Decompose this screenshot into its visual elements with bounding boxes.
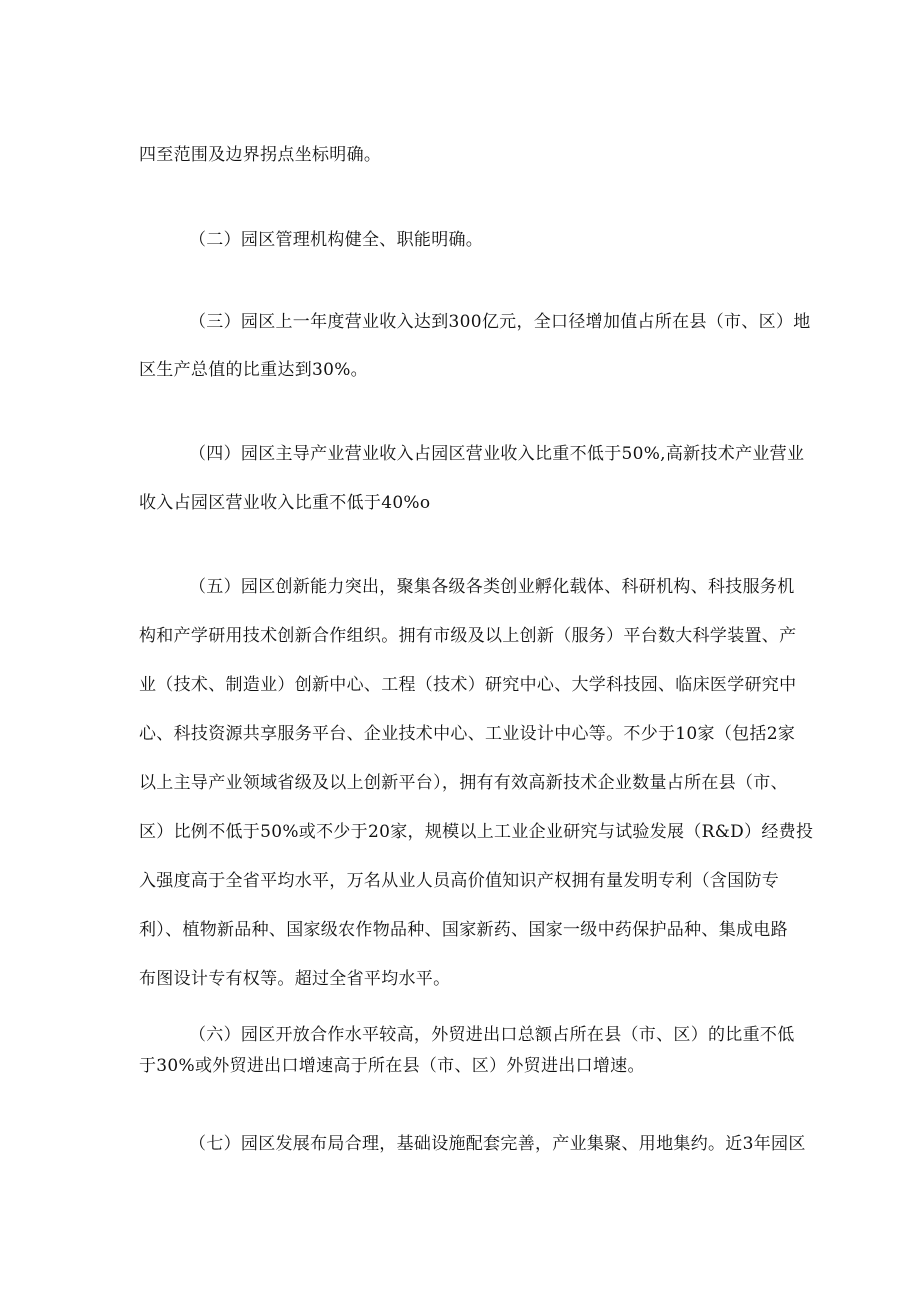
text-line: 区生产总值的比重达到30%。 [139,360,368,380]
paragraph-heading-3: （三）园区上一年度营业收入达到300亿元，全口径增加值占所在县（市、区）地 [189,312,811,332]
paragraph-heading-7: （七）园区发展布局合理，基础设施配套完善，产业集聚、用地集约。近3年园区 [189,1134,806,1154]
paragraph-heading-4: （四）园区主导产业营业收入占园区营业收入比重不低于50%,高新技术产业营业 [189,444,805,464]
text-line: 区）比例不低于50%或不少于20家，规模以上工业企业研究与试验发展（R&D）经费投 [139,822,814,842]
text-line: 以上主导产业领域省级及以上创新平台），拥有有效高新技术企业数量占所在县（市、 [139,773,788,793]
text-line: 构和产学研用技术创新合作组织。拥有市级及以上创新（服务）平台数大科学装置、产 [139,626,797,646]
text-line: 收入占园区营业收入比重不低于40%o [139,493,431,513]
paragraph-heading-5: （五）园区创新能力突出，聚集各级各类创业孵化载体、科研机构、科技服务机 [189,577,795,597]
paragraph-heading-2: （二）园区管理机构健全、职能明确。 [189,230,484,250]
text-line: 布图设计专有权等。超过全省平均水平。 [139,969,451,989]
text-line: 入强度高于全省平均水平，万名从业人员高价值知识产权拥有量发明专利（含国防专 [139,871,780,891]
text-line: 业（技术、制造业）创新中心、工程（技术）研究中心、大学科技园、临床医学研究中 [139,675,797,695]
text-line: 心、科技资源共享服务平台、企业技术中心、工业设计中心等。不少于10家（包括2家 [139,724,796,744]
paragraph-heading-6: （六）园区开放合作水平较高，外贸进出口总额占所在县（市、区）的比重不低 [189,1025,795,1045]
text-line: 于30%或外贸进出口增速高于所在县（市、区）外贸进出口增速。 [139,1056,645,1076]
text-line: 利）、植物新品种、国家级农作物品种、国家新药、国家一级中药保护品种、集成电路 [139,920,788,940]
text-line: 四至范围及边界拐点坐标明确。 [139,145,382,165]
